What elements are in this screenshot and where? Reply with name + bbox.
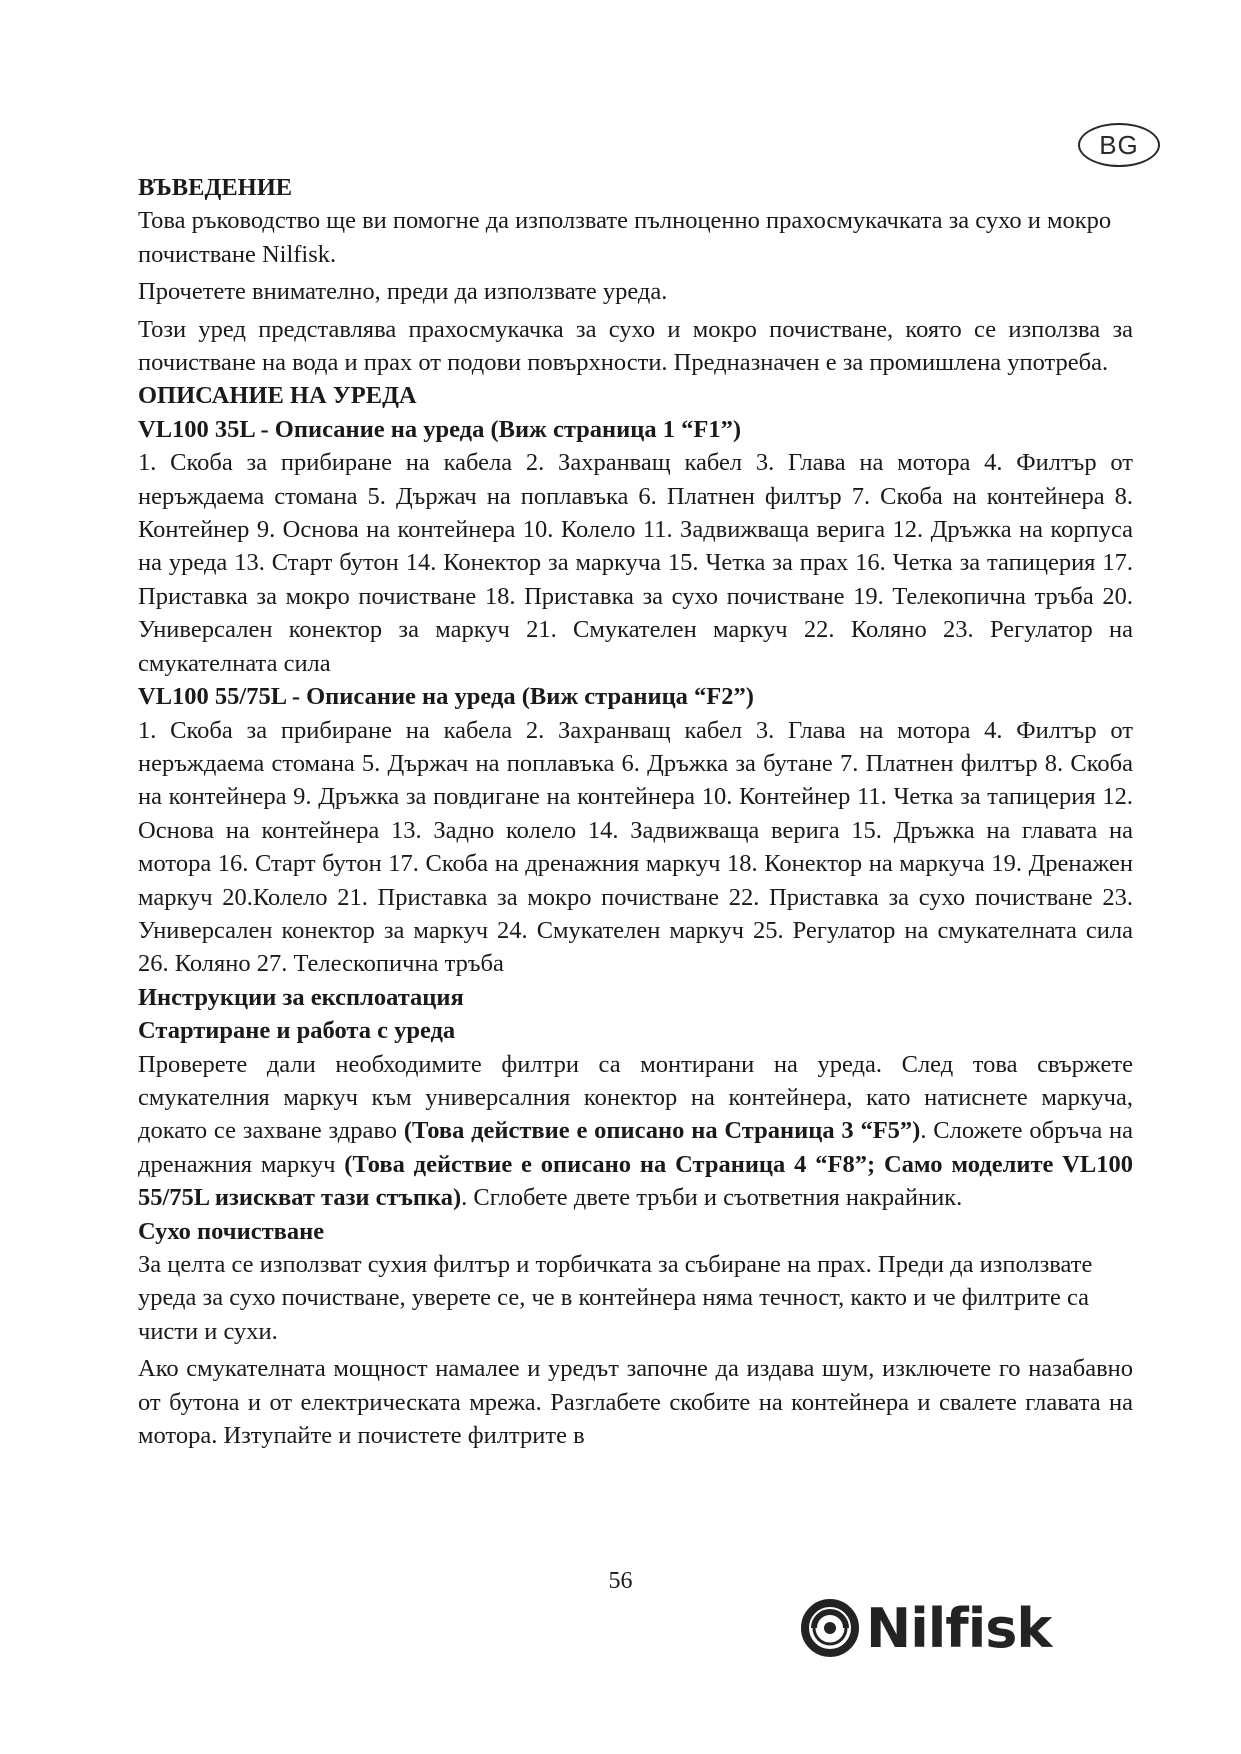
start-text-2: . Сложете обръча на дренажния маркуч	[138, 1117, 1133, 1178]
start-heading: Стартиране и работа с уреда	[138, 1017, 456, 1045]
intro-heading: ВЪВЕДЕНИЕ	[138, 174, 293, 201]
start-paragraph	[138, 1048, 1133, 1215]
dry-paragraph-1: За целта се използват сухия филтър и торбичката за събиране на прах. Преди да използвате уреда за сухо почистване, уверете се, че в контейнера няма течност, както и че филтрите са чисти и сухи.	[138, 1251, 1093, 1345]
intro-paragraph-2: Прочетете внимателно, преди да използвате уреда.	[138, 278, 668, 306]
page-number: 56	[608, 1568, 633, 1594]
dry-paragraph-2: Ако смукателната мощност намалее и уредът започне да издава шум, изключете го назабавно от бутона и от електрическата мрежа. Разглабете скобите на контейнера и свалете главата на мотора. Изтупайте и почистете филтрите в	[138, 1355, 1133, 1450]
intro-paragraph-3: Този уред представлява прахосмукачка за сухо и мокро почистване, която се използва за почистване на вода и прах от подови повърхности. Предназначен е за промишлена употреба.	[138, 315, 1133, 377]
intro-paragraph-1: Това ръководство ще ви помогне да използвате пълноценно прахосмукачката за сухо и мокро почистване Nilfisk.	[138, 207, 1112, 268]
start-text-1: Проверете дали необходимите филтри са монтирани на уреда. След това свържете смукателния маркуч към универсалния конектор на контейнера, като натиснете маркуча, докато се захване здраво	[138, 1050, 1133, 1145]
start-note-f5: (Това действие е описано на Страница 3 “F5”)	[403, 1117, 921, 1145]
operation-heading: Инструкции за експлоатация	[138, 983, 464, 1011]
vl100-55-75l-parts-list: 1. Скоба за прибиране на кабела 2. Захранващ кабел 3. Глава на мотора 4. Филтър от неръждаема стомана 5. Държач на поплавъка 6. Дръжка за бутане 7. Платнен филтър 8. Скоба на контейнера 9. Дръжка за повдигане на контейнера 10. Контейнер 11. Четка за тапицерия 12. Основа на контейнера 13. Задно колело 14. Задвижваща верига 15. Дръжка на главата на мотора 16. Старт бутон 17. Скоба на дренажния маркуч 18. Конектор на маркуча 19. Дренажен маркуч 20.Колело 21. Приставка за мокро почистване 22. Приставка за сухо почистване 23. Универсален конектор за маркуч 24. Смукателен маркуч 25. Регулатор на смукателната сила 26. Коляно 27. Телескопична тръба	[138, 716, 1133, 978]
start-note-f8: (Това действие е описано на Страница 4 “F8”; Само моделите VL100 55/75L изискват тази стъпка)	[138, 1150, 1133, 1212]
vl100-55-75l-heading: VL100 55/75L - Описание на уреда (Виж страница “F2”)	[138, 683, 754, 711]
dry-cleaning-heading: Сухо почистване	[138, 1217, 325, 1245]
document-body	[138, 171, 1133, 1452]
brand-wordmark: Nilfisk	[866, 1596, 1052, 1660]
start-text-3: . Сглобете двете тръби и съответния накрайник.	[461, 1184, 963, 1212]
description-heading: ОПИСАНИЕ НА УРЕДА	[138, 382, 417, 410]
language-badge: BG	[1078, 123, 1160, 167]
vl100-35l-heading: VL100 35L - Описание на уреда (Виж страница 1 “F1”)	[138, 415, 742, 443]
vl100-35l-parts-list: 1. Скоба за прибиране на кабела 2. Захранващ кабел 3. Глава на мотора 4. Филтър от неръждаема стомана 5. Държач на поплавъка 6. Платнен филтър 7. Скоба на контейнера 8. Контейнер 9. Основа на контейнера 10. Колело 11. Задвижваща верига 12. Дръжка на корпуса на уреда 13. Старт бутон 14. Конектор за маркуча 15. Четка за прах 16. Четка за тапицерия 17. Приставка за мокро почистване 18. Приставка за сухо почистване 19. Телекопична тръба 20. Универсален конектор за маркуч 21. Смукателен маркуч 22. Коляно 23. Регулатор на смукателната сила	[138, 449, 1133, 677]
brand-logo	[800, 1598, 1051, 1658]
nilfisk-swirl-icon	[800, 1598, 860, 1658]
